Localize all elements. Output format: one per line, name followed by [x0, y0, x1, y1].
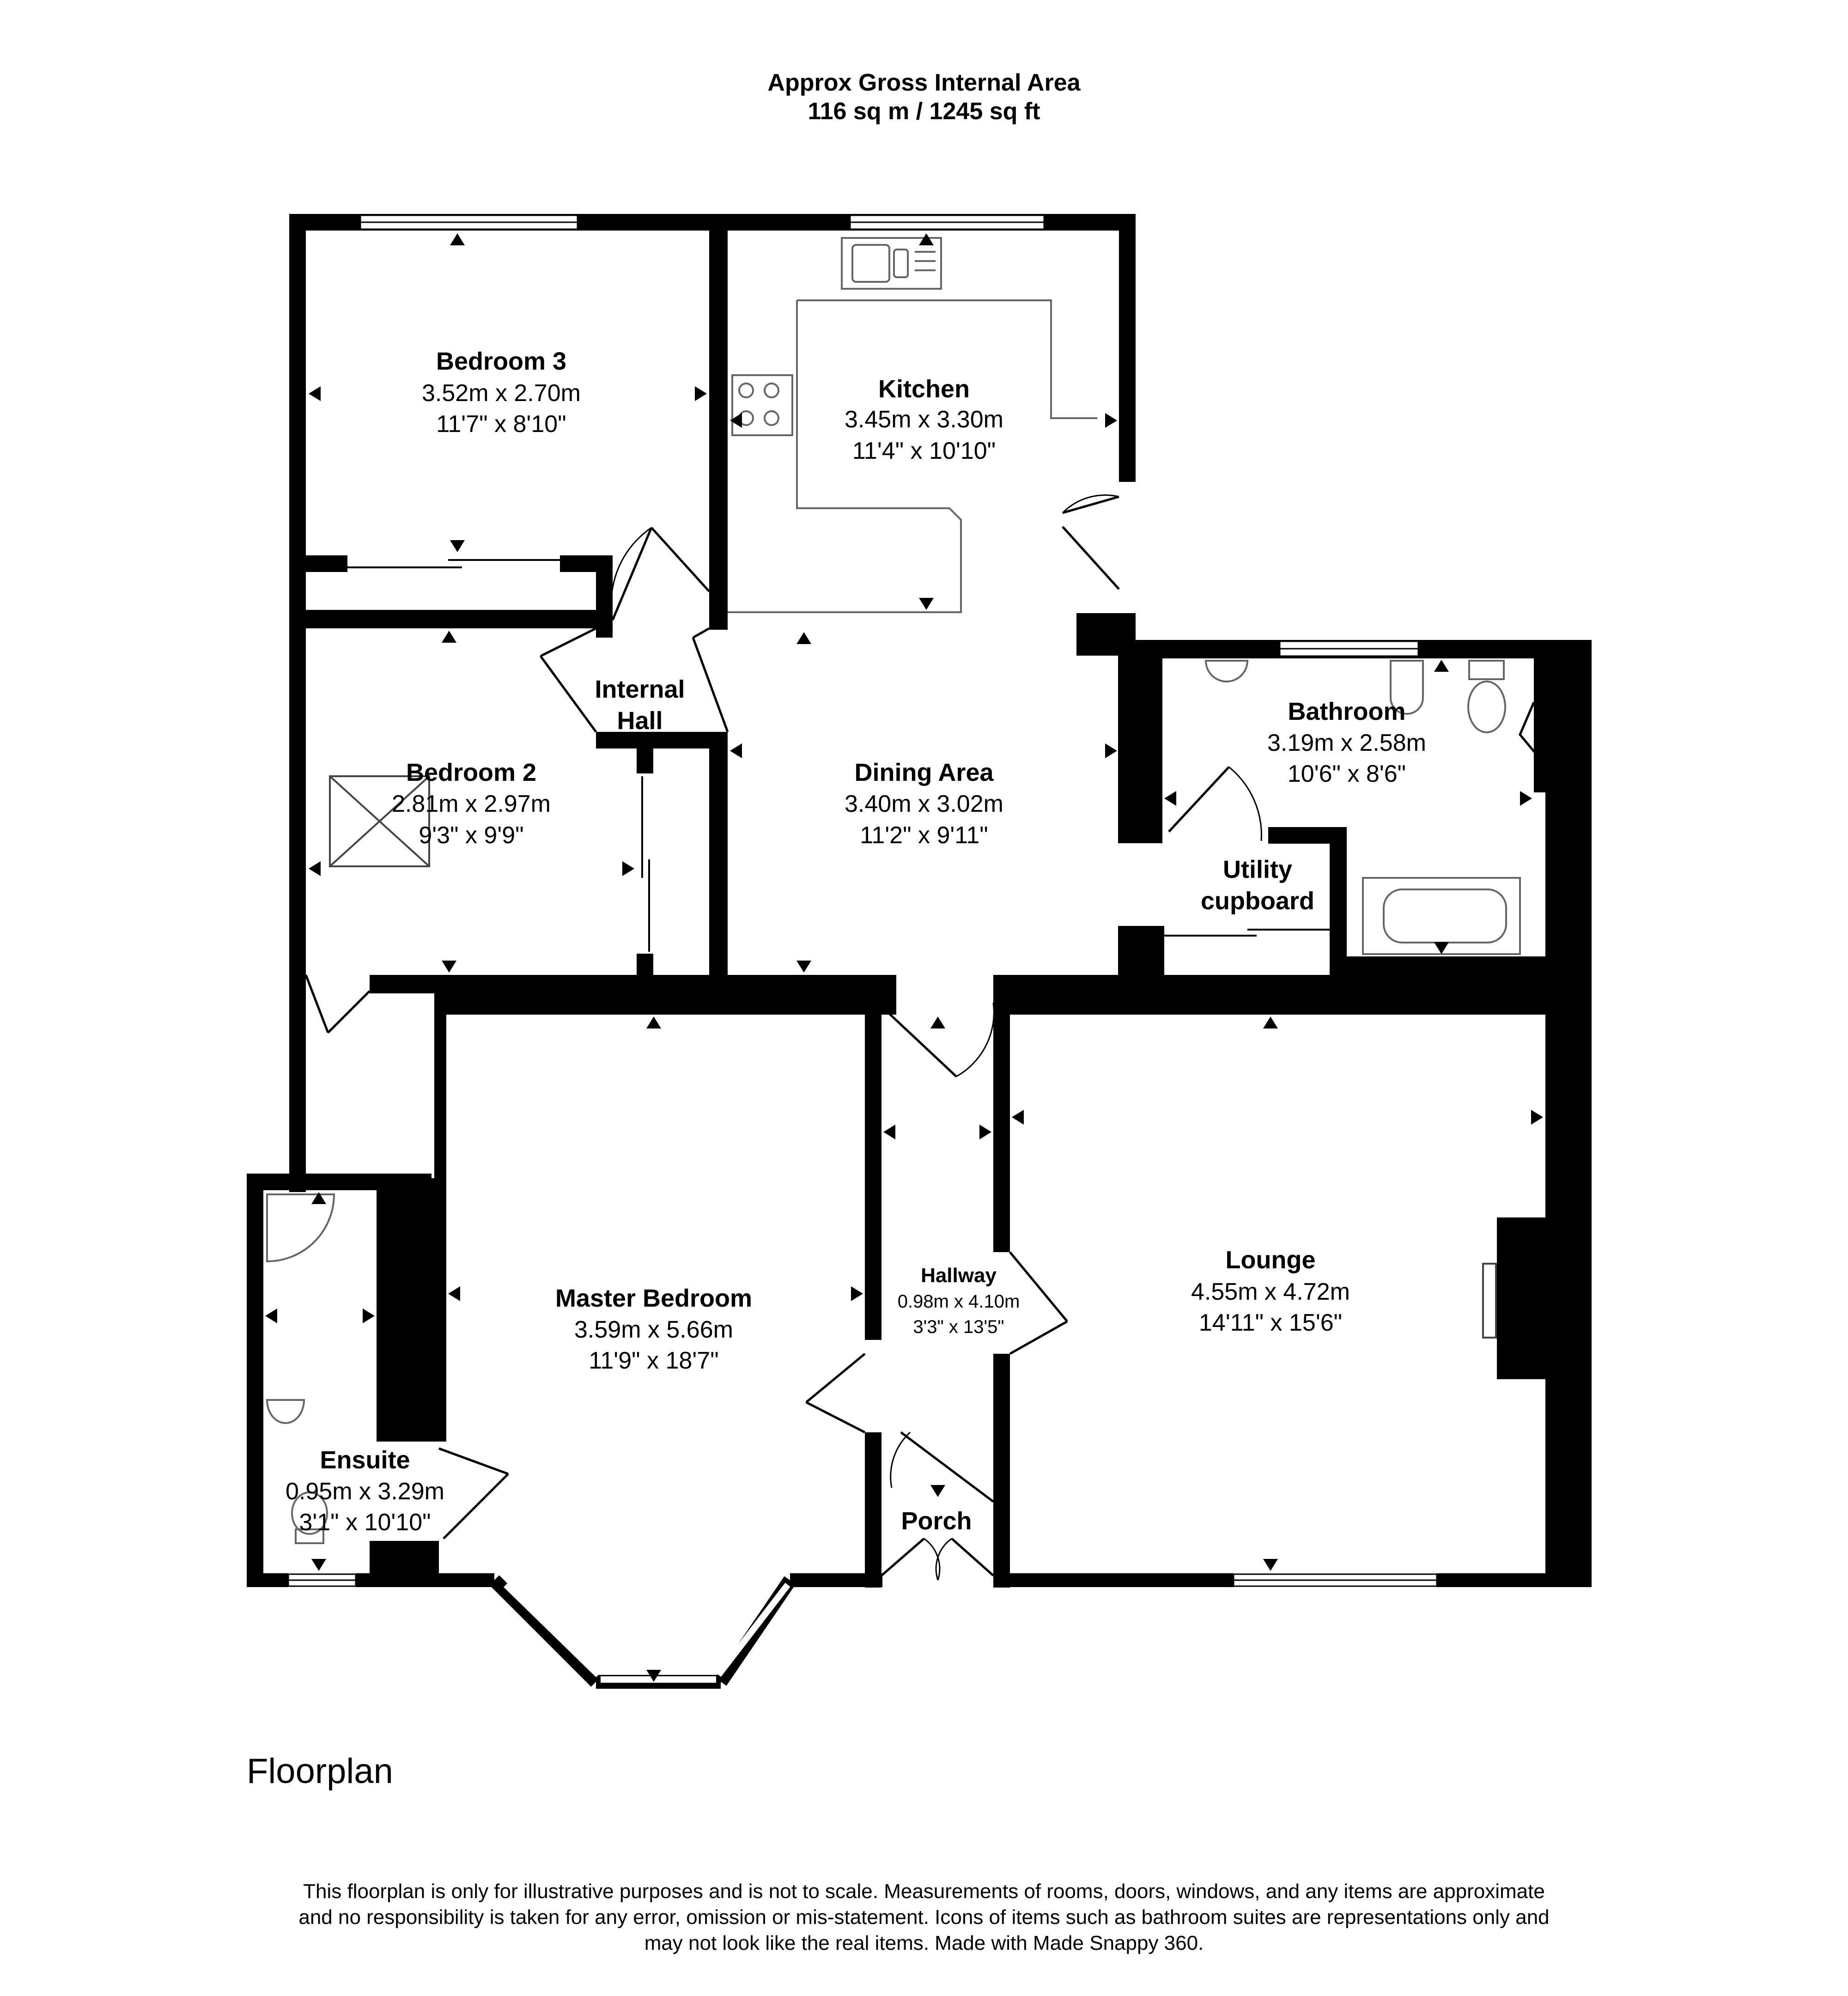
master-metric: 3.59m x 5.66m — [574, 1316, 733, 1343]
disclaimer-line3: may not look like the real items. Made with Made Snappy 360. — [644, 1932, 1204, 1954]
bedroom2-imperial: 9'3" x 9'9" — [419, 822, 524, 849]
utility-line2: cupboard — [1200, 887, 1315, 915]
lounge-imperial: 14'11" x 15'6" — [1198, 1309, 1343, 1336]
shower-icon — [267, 1194, 334, 1261]
hallway-imperial: 3'3" x 13'5" — [913, 1317, 1004, 1337]
internal-hall-line2: Hall — [617, 707, 663, 735]
bedroom3-metric: 3.52m x 2.70m — [422, 380, 581, 407]
bathroom-metric: 3.19m x 2.58m — [1267, 730, 1426, 756]
kitchen-name: Kitchen — [878, 375, 970, 403]
ensuite-imperial: 3'1" x 10'10" — [299, 1509, 431, 1536]
master-name: Master Bedroom — [555, 1284, 753, 1312]
kitchen-imperial: 11'4" x 10'10" — [852, 438, 996, 464]
fireplace-icon — [1483, 1264, 1496, 1338]
dining-name: Dining Area — [854, 759, 994, 786]
bedroom3-imperial: 11'7" x 8'10" — [436, 411, 566, 438]
bay-window — [494, 1580, 790, 1682]
master-imperial: 11'9" x 18'7" — [589, 1347, 719, 1374]
room-labels — [286, 347, 1426, 1536]
dining-metric: 3.40m x 3.02m — [845, 791, 1003, 817]
porch-name: Porch — [901, 1507, 972, 1535]
kitchen-metric: 3.45m x 3.30m — [845, 406, 1003, 433]
disclaimer-line2: and no responsibility is taken for any error, omission or mis-statement. Icons of items such as bathroom suites are representations only and — [298, 1906, 1550, 1929]
ensuite-basin-icon — [267, 1400, 304, 1423]
disclaimer — [0, 1879, 1848, 1956]
gross-area-heading: Approx Gross Internal Area — [767, 69, 1081, 96]
floorplan-caption: Floorplan — [247, 1752, 393, 1791]
bedroom3-name: Bedroom 3 — [436, 347, 567, 375]
lounge-name: Lounge — [1225, 1246, 1316, 1274]
basin-icon — [1206, 661, 1247, 682]
toilet-icon — [1469, 661, 1504, 679]
bedroom2-name: Bedroom 2 — [406, 759, 537, 786]
disclaimer-line1: This floorplan is only for illustrative purposes and is not to scale. Measurements of rooms, doors, windows, and any items are approximate — [303, 1880, 1545, 1903]
room-furniture — [330, 776, 1496, 1338]
hallway-metric: 0.98m x 4.10m — [897, 1291, 1020, 1312]
bathroom-name: Bathroom — [1288, 698, 1406, 725]
gross-area-value: 116 sq m / 1245 sq ft — [808, 98, 1040, 125]
internal-hall-line1: Internal — [595, 675, 685, 703]
hallway-name: Hallway — [921, 1264, 997, 1287]
ensuite-name: Ensuite — [320, 1446, 410, 1474]
bathroom-imperial: 10'6" x 8'6" — [1287, 761, 1406, 787]
ensuite-metric: 0.95m x 3.29m — [286, 1478, 444, 1505]
bedroom2-metric: 2.81m x 2.97m — [392, 791, 551, 817]
lounge-metric: 4.55m x 4.72m — [1191, 1278, 1350, 1305]
utility-line1: Utility — [1222, 856, 1293, 883]
dining-imperial: 11'2" x 9'11" — [860, 822, 988, 849]
